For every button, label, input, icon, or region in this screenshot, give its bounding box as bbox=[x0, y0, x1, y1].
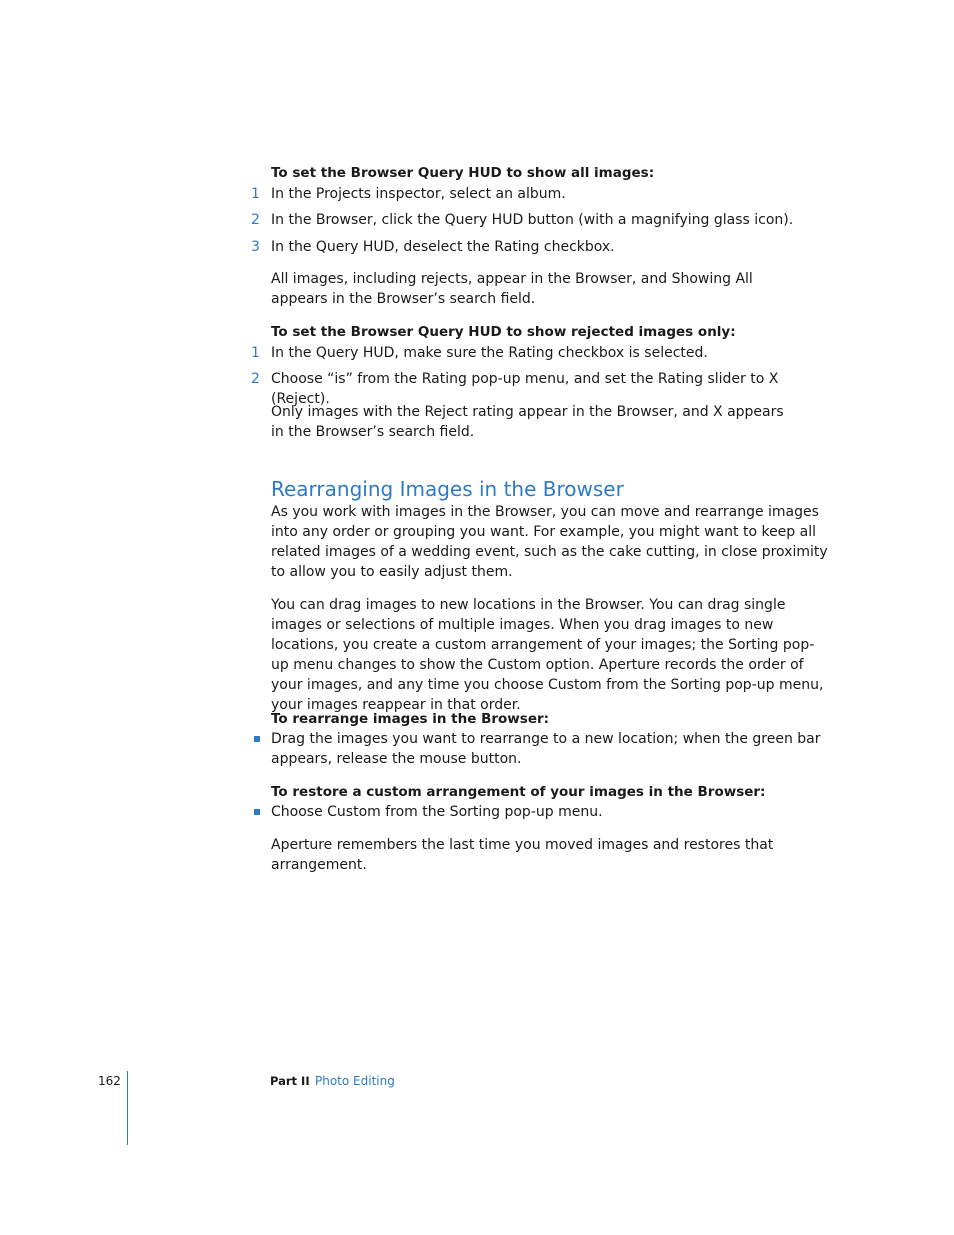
step-text: In the Projects inspector, select an album. bbox=[271, 186, 566, 202]
footer-rule bbox=[127, 1071, 128, 1145]
task-title-restore: To restore a custom arrangement of your images in the Browser: bbox=[271, 784, 766, 800]
bullet-text: Drag the images you want to rearrange to a new location; when the green bar appears, release the mouse button. bbox=[271, 731, 821, 767]
step-text: In the Query HUD, make sure the Rating checkbox is selected. bbox=[271, 345, 708, 361]
step-number: 1 bbox=[251, 345, 260, 361]
step-number: 1 bbox=[251, 186, 260, 202]
step-text: In the Browser, click the Query HUD button (with a magnifying glass icon). bbox=[271, 212, 794, 228]
bullet-icon bbox=[254, 736, 260, 742]
step-number: 2 bbox=[251, 212, 260, 228]
bullet-text: Choose Custom from the Sorting pop-up menu. bbox=[271, 804, 603, 820]
bullet-icon bbox=[254, 809, 260, 815]
result-paragraph: All images, including rejects, appear in the Browser, and Showing All appears in the Browser’s search field. bbox=[271, 271, 753, 307]
footer-chapter-link[interactable]: Photo Editing bbox=[315, 1074, 395, 1088]
footer-part: Part II bbox=[270, 1074, 310, 1088]
page-number: 162 bbox=[98, 1074, 121, 1088]
task-title-show-rejected: To set the Browser Query HUD to show rejected images only: bbox=[271, 324, 736, 340]
task-title-rearrange: To rearrange images in the Browser: bbox=[271, 711, 550, 727]
body-paragraph: As you work with images in the Browser, you can move and rearrange images into any order or grouping you want. For example, you might want to keep all related images of a wedding event, such as the cake cutting, in close proximity to allow you to easily adjust them. bbox=[271, 504, 828, 580]
task-title-show-all: To set the Browser Query HUD to show all images: bbox=[271, 165, 655, 181]
result-paragraph: Only images with the Reject rating appear in the Browser, and X appears in the Browser’s search field. bbox=[271, 404, 784, 440]
step-text: In the Query HUD, deselect the Rating checkbox. bbox=[271, 239, 615, 255]
section-heading: Rearranging Images in the Browser bbox=[271, 477, 624, 501]
body-paragraph: You can drag images to new locations in the Browser. You can drag single images or selections of multiple images. When you drag images to new locations, you create a custom arrangement of your images; the Sorting pop-up menu changes to show the Custom option. Aperture records the order of your images, and any time you choose Custom from the Sorting pop-up menu, your images reappear in that order. bbox=[271, 597, 824, 713]
step-number: 2 bbox=[251, 371, 260, 387]
step-number: 3 bbox=[251, 239, 260, 255]
result-paragraph: Aperture remembers the last time you moved images and restores that arrangement. bbox=[271, 837, 774, 873]
step-text: Choose “is” from the Rating pop-up menu, and set the Rating slider to X (Reject). bbox=[271, 371, 779, 407]
